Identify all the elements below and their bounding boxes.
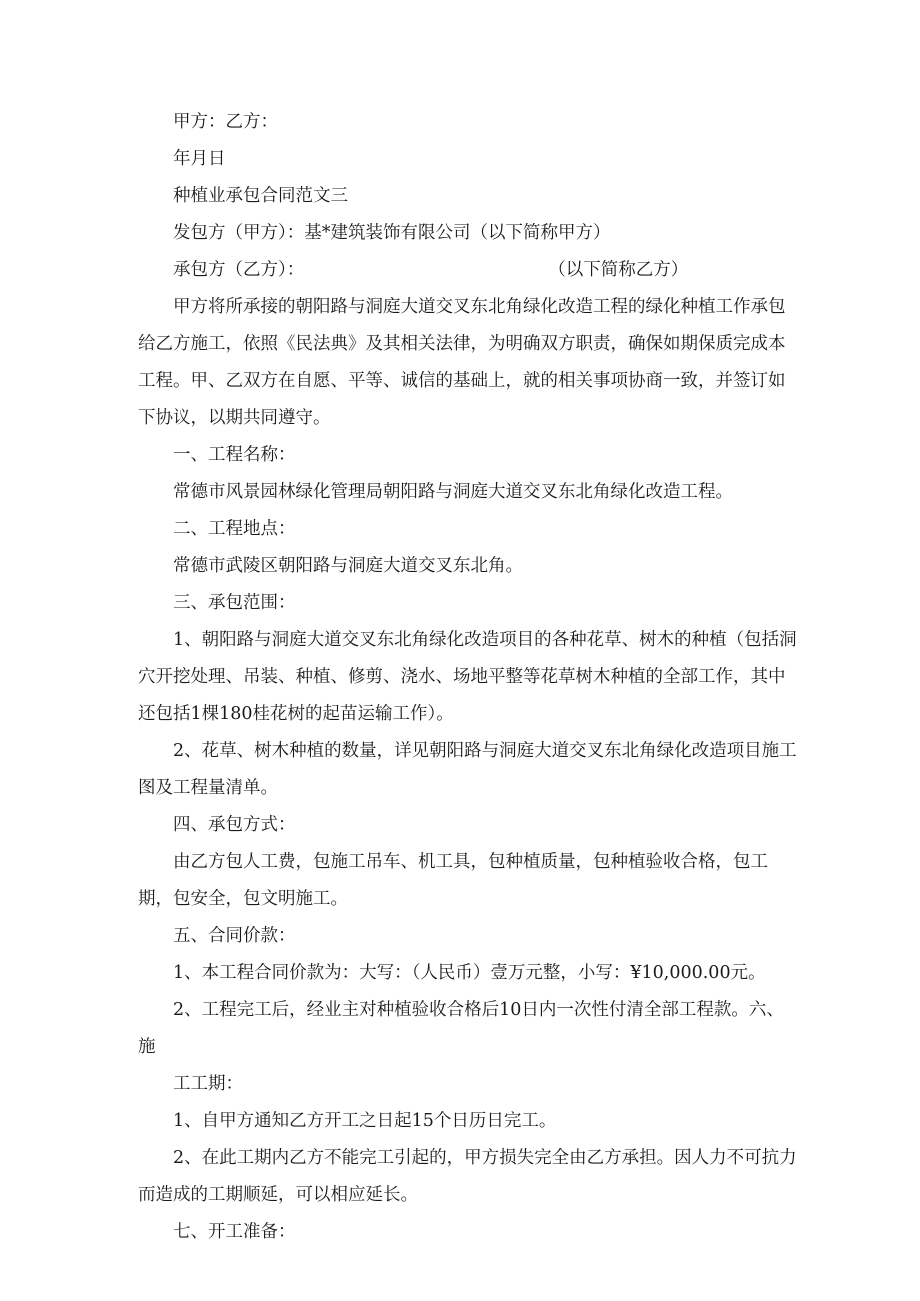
section-3-item-2: 2、花草、树木种植的数量，详见朝阳路与洞庭大道交叉东北角绿化改造项目施工图及工程量清单。 [138,741,797,798]
document-page [138,104,798,1251]
section-2-title: 二、工程地点： [173,519,296,539]
contract-title: 种植业承包合同范文三 [173,186,348,206]
section-5-title: 五、合同价款： [173,926,296,946]
party-b-line [138,252,798,289]
section-3-item-1: 1、朝阳路与洞庭大道交叉东北角绿化改造项目的各种花草、树木的种植（包括洞穴开挖处理、吊装、种植、修剪、浇水、场地平整等花草树木种植的全部工作，其中还包括1棵180桂花树的起苗运输工作）。 [138,630,797,724]
date-line: 年月日 [173,149,226,169]
section-6-title: 工工期： [173,1074,243,1094]
section-4-title: 四、承包方式： [173,815,296,835]
section-5-item-1: 1、本工程合同价款为：大写：（人民币）壹万元整，小写：¥10,000.00元。 [173,963,766,983]
section-1-title: 一、工程名称： [173,445,296,465]
party-b-label: 承包方（乙方）： [173,260,305,280]
section-2-body: 常德市武陵区朝阳路与洞庭大道交叉东北角。 [173,556,523,576]
party-a-line: 发包方（甲方）：基*建筑装饰有限公司（以下简称甲方） [173,223,611,243]
section-1-body: 常德市风景园林绿化管理局朝阳路与洞庭大道交叉东北角绿化改造工程。 [173,482,733,502]
party-b-suffix: （以下简称乙方） [548,260,689,280]
section-6-item-2: 2、在此工期内乙方不能完工引起的，甲方损失完全由乙方承担。因人力不可抗力而造成的工期顺延，可以相应延长。 [138,1148,797,1205]
section-3-title: 三、承包范围： [173,593,296,613]
signature-line: 甲方：乙方： [173,112,278,132]
section-6-item-1: 1、自甲方通知乙方开工之日起15个日历日完工。 [173,1111,557,1131]
section-5-item-2: 2、工程完工后，经业主对种植验收合格后10日内一次性付清全部工程款。六、施 [138,1000,784,1057]
section-7-title: 七、开工准备： [173,1222,296,1242]
intro-paragraph: 甲方将所承接的朝阳路与洞庭大道交叉东北角绿化改造工程的绿化种植工作承包给乙方施工，依照《民法典》及其相关法律，为明确双方职责，确保如期保质完成本工程。甲、乙双方在自愿、平等、诚信的基础上，就的相关事项协商一致，并签订如下协议，以期共同遵守。 [138,297,786,428]
section-4-body: 由乙方包人工费，包施工吊车、机工具，包种植质量，包种植验收合格，包工期，包安全，包文明施工。 [138,852,768,909]
